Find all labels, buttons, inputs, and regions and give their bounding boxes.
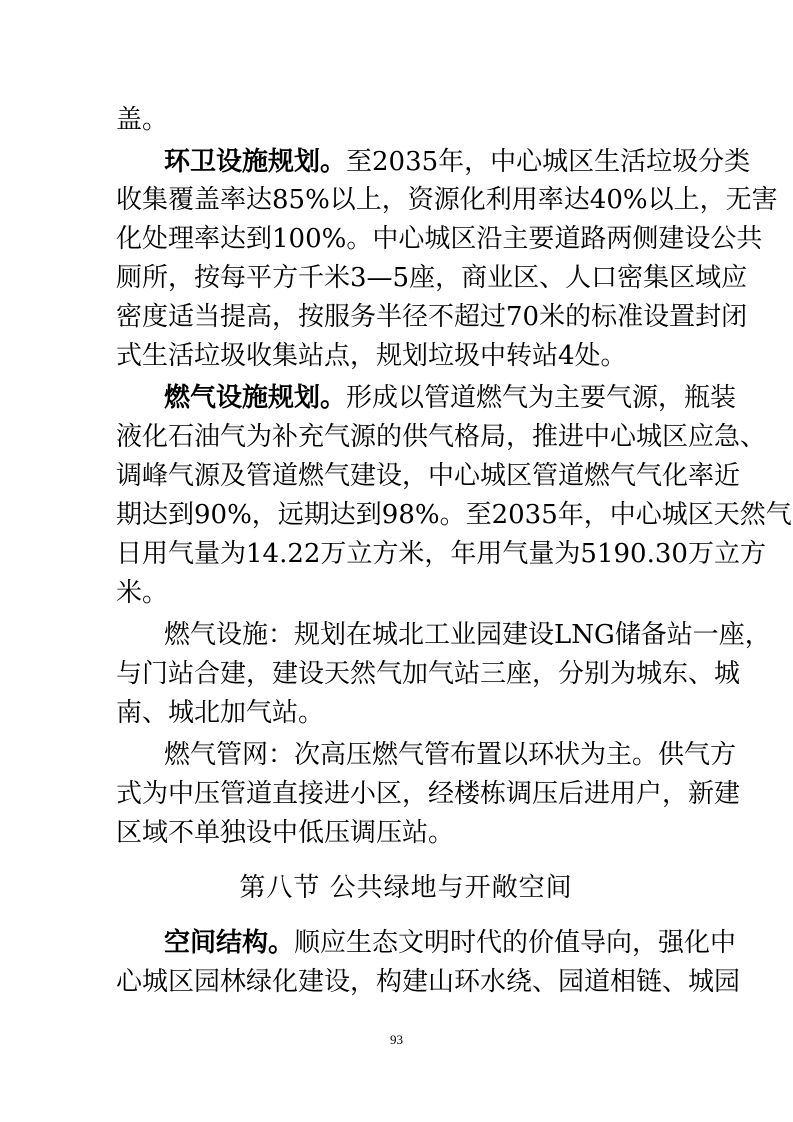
gas-network-line: 式为中压管道直接进小区，经楼栋调压后进用户，新建: [116, 779, 741, 809]
sanitation-paragraph-line: 收集覆盖率达85%以上，资源化利用率达40%以上，无害: [116, 185, 778, 215]
continuation-line: 盖。: [116, 105, 169, 135]
spatial-structure-title: 空间结构。: [164, 928, 295, 958]
gas-network-line: 区域不单独设中低压调压站。: [116, 818, 455, 848]
spatial-structure-line: 心城区园林绿化建设，构建山环水绕、园道相链、城园: [116, 967, 741, 997]
gas-facilities-line: 南、城北加气站。: [116, 698, 325, 728]
section-heading: 第八节 公共绿地与开敞空间: [239, 873, 573, 903]
sanitation-paragraph-line: 厕所，按每平方千米3—5座，商业区、人口密集区域应: [116, 263, 748, 293]
gas-paragraph-line: 日用气量为14.22万立方米，年用气量为5190.30万立方: [116, 539, 766, 569]
spatial-structure-text: 顺应生态文明时代的价值导向，强化中: [294, 928, 737, 958]
gas-paragraph-line-1: [164, 378, 737, 418]
sanitation-text: 至2035年，中心城区生活垃圾分类: [346, 147, 751, 177]
gas-paragraph-line: 米。: [116, 578, 169, 608]
sanitation-title: 环卫设施规划。: [164, 147, 347, 177]
gas-paragraph-line: 调峰气源及管道燃气建设，中心城区管道燃气气化率近: [116, 461, 741, 491]
sanitation-paragraph-line-1: [164, 142, 751, 182]
gas-text: 形成以管道燃气为主要气源，瓶装: [346, 383, 737, 413]
sanitation-paragraph-line: 密度适当提高，按服务半径不超过70米的标准设置封闭: [116, 302, 748, 332]
gas-network-line-1: 燃气管网：次高压燃气管布置以环状为主。供气方: [164, 740, 737, 770]
spatial-structure-line-1: [164, 923, 737, 963]
sanitation-paragraph-line: 化处理率达到100%。中心城区沿主要道路两侧建设公共: [116, 224, 763, 254]
gas-paragraph-line: 液化石油气为补充气源的供气格局，推进中心城区应急、: [116, 422, 767, 452]
gas-title: 燃气设施规划。: [164, 383, 347, 413]
sanitation-paragraph-line: 式生活垃圾收集站点，规划垃圾中转站4处。: [116, 341, 627, 371]
gas-facilities-line-1: 燃气设施：规划在城北工业园建设LNG储备站一座，: [164, 620, 771, 650]
gas-paragraph-line: 期达到90%，远期达到98%。至2035年，中心城区天然气: [116, 500, 792, 530]
page-number: 93: [390, 1032, 403, 1047]
gas-facilities-line: 与门站合建，建设天然气加气站三座，分别为城东、城: [116, 659, 741, 689]
